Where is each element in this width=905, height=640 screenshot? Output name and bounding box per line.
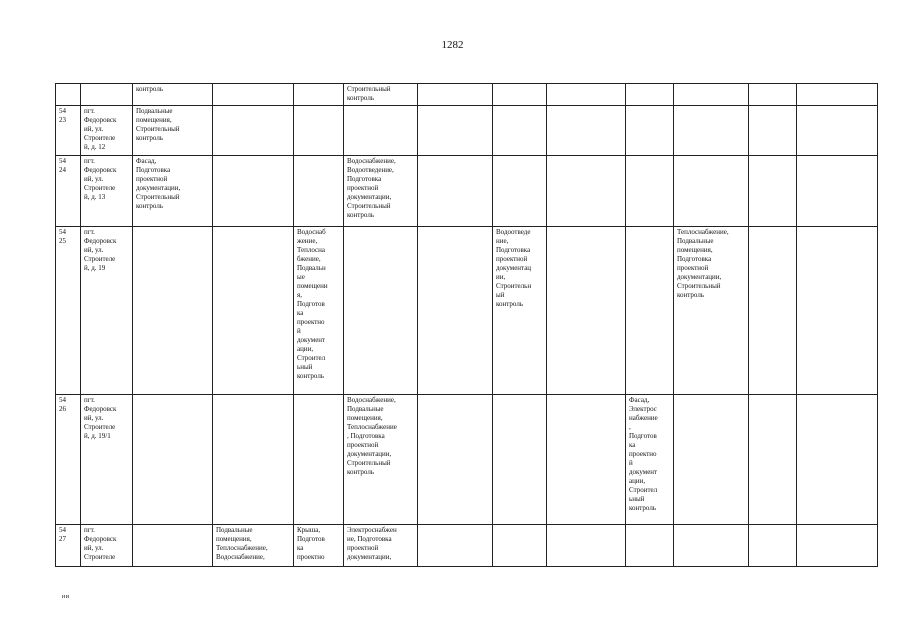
work-cell bbox=[493, 84, 547, 106]
work-cell bbox=[674, 84, 749, 106]
work-cell bbox=[493, 156, 547, 227]
table-row bbox=[56, 84, 878, 106]
work-cell bbox=[213, 227, 294, 395]
work-cell bbox=[749, 227, 797, 395]
address-cell: пгт. Федоровск ий, ул. Строителе й, д. 19 bbox=[81, 227, 133, 395]
work-cell: Электроснабжен ие, Подготовка проектной документации, bbox=[344, 525, 418, 567]
work-cell bbox=[418, 84, 493, 106]
work-cell bbox=[749, 106, 797, 156]
work-cell bbox=[749, 156, 797, 227]
work-cell bbox=[493, 525, 547, 567]
work-cell bbox=[674, 395, 749, 525]
work-cell bbox=[133, 395, 213, 525]
work-cell: контроль bbox=[133, 84, 213, 106]
row-number-cell: 54 26 bbox=[56, 395, 81, 525]
table-row bbox=[56, 525, 878, 567]
work-cell bbox=[213, 395, 294, 525]
work-cell bbox=[749, 525, 797, 567]
work-cell bbox=[626, 156, 674, 227]
work-cell bbox=[547, 395, 626, 525]
works-table bbox=[55, 83, 878, 567]
work-cell bbox=[344, 106, 418, 156]
work-cell bbox=[626, 106, 674, 156]
table-row bbox=[56, 395, 878, 525]
address-cell: пгт. Федоровск ий, ул. Строителе й, д. 19/1 bbox=[81, 395, 133, 525]
work-cell bbox=[493, 395, 547, 525]
address-cell: пгт. Федоровск ий, ул. Строителе bbox=[81, 525, 133, 567]
work-cell bbox=[547, 106, 626, 156]
work-cell bbox=[797, 84, 878, 106]
work-cell bbox=[294, 84, 344, 106]
work-cell bbox=[418, 227, 493, 395]
table-row bbox=[56, 156, 878, 227]
work-cell bbox=[294, 156, 344, 227]
row-number-cell: 54 27 bbox=[56, 525, 81, 567]
work-cell bbox=[493, 106, 547, 156]
footer-mark: ни bbox=[62, 594, 70, 600]
work-cell bbox=[626, 84, 674, 106]
work-cell: Водоснабжение, Подвальные помещения, Теплоснабжение , Подготовка проектной документации, Строительный контроль bbox=[344, 395, 418, 525]
table-row bbox=[56, 106, 878, 156]
work-cell bbox=[797, 227, 878, 395]
work-cell bbox=[294, 106, 344, 156]
work-cell bbox=[547, 525, 626, 567]
work-cell: Строительный контроль bbox=[344, 84, 418, 106]
work-cell bbox=[418, 156, 493, 227]
work-cell bbox=[294, 395, 344, 525]
page-number: 1282 bbox=[441, 39, 464, 51]
work-cell: Фасад, Электрос набжение , Подготов ка проектно й документ ации, Строител ьный контроль bbox=[626, 395, 674, 525]
work-cell: Подвальные помещения, Строительный контроль bbox=[133, 106, 213, 156]
work-cell bbox=[344, 227, 418, 395]
work-cell bbox=[674, 156, 749, 227]
work-cell bbox=[133, 525, 213, 567]
row-number-cell: 54 25 bbox=[56, 227, 81, 395]
work-cell bbox=[797, 106, 878, 156]
work-cell bbox=[213, 84, 294, 106]
address-cell: пгт. Федоровск ий, ул. Строителе й, д. 13 bbox=[81, 156, 133, 227]
work-cell bbox=[749, 395, 797, 525]
work-cell: Водоснаб жение, Теплосна бжение, Подвальн ые помещени я, Подготов ка проектно й документ ации, Строител ьный контроль bbox=[294, 227, 344, 395]
work-cell: Фасад, Подготовка проектной документации, Строительный контроль bbox=[133, 156, 213, 227]
table-row bbox=[56, 227, 878, 395]
address-cell: пгт. Федоровск ий, ул. Строителе й, д. 12 bbox=[81, 106, 133, 156]
work-cell bbox=[133, 227, 213, 395]
work-cell bbox=[547, 156, 626, 227]
row-number-cell: 54 23 bbox=[56, 106, 81, 156]
work-cell bbox=[674, 525, 749, 567]
work-cell bbox=[626, 227, 674, 395]
row-number-cell bbox=[56, 84, 81, 106]
work-cell bbox=[626, 525, 674, 567]
work-cell bbox=[418, 525, 493, 567]
work-cell bbox=[547, 84, 626, 106]
work-cell: Подвальные помещения, Теплоснабжение, Водоснабжение, bbox=[213, 525, 294, 567]
work-cell bbox=[797, 156, 878, 227]
work-cell bbox=[418, 106, 493, 156]
work-cell bbox=[797, 525, 878, 567]
work-cell: Теплоснабжение, Подвальные помещения, Подготовка проектной документации, Строительный контроль bbox=[674, 227, 749, 395]
work-cell bbox=[418, 395, 493, 525]
work-cell bbox=[797, 395, 878, 525]
work-cell bbox=[674, 106, 749, 156]
work-cell bbox=[547, 227, 626, 395]
work-cell bbox=[749, 84, 797, 106]
row-number-cell: 54 24 bbox=[56, 156, 81, 227]
work-cell bbox=[213, 156, 294, 227]
work-cell bbox=[213, 106, 294, 156]
work-cell: Водоотведе ние, Подготовка проектной документац ии, Строительн ый контроль bbox=[493, 227, 547, 395]
address-cell bbox=[81, 84, 133, 106]
work-cell: Крыша, Подготов ка проектно bbox=[294, 525, 344, 567]
work-cell: Водоснабжение, Водоотведение, Подготовка проектной документации, Строительный контроль bbox=[344, 156, 418, 227]
